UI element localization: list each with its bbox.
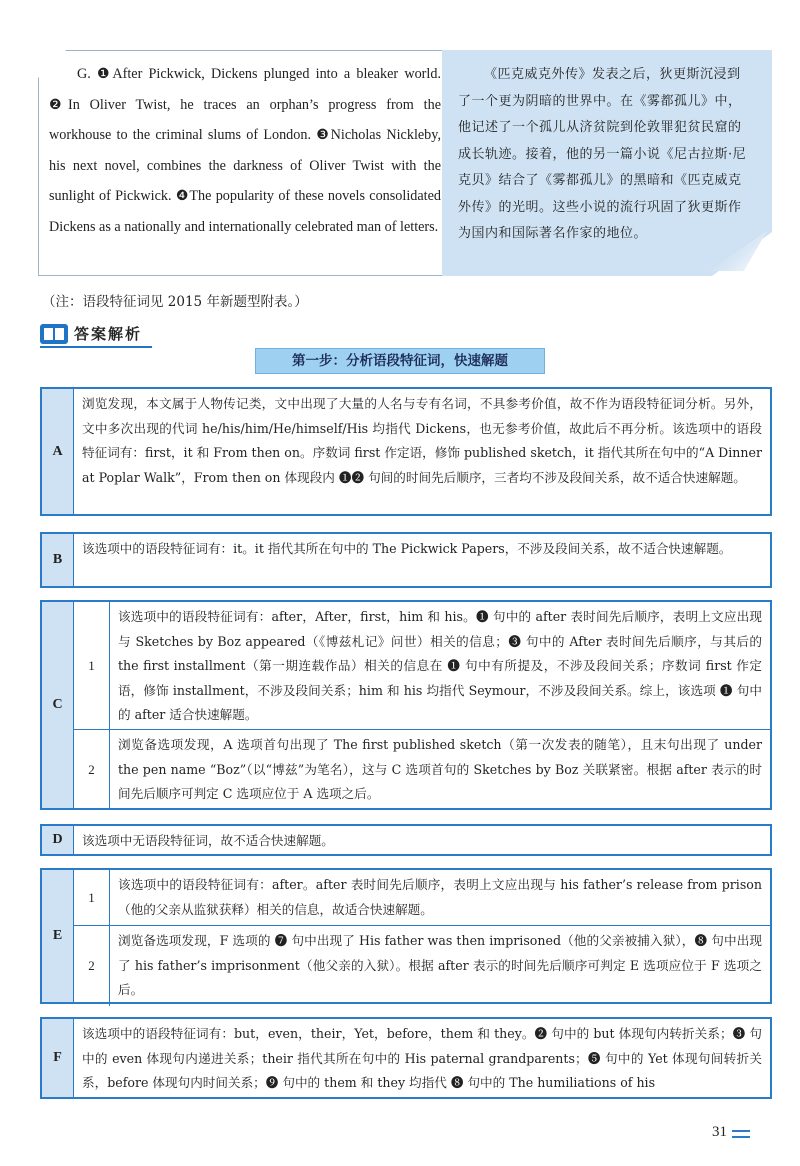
option-text: 该选项中无语段特征词，故不适合快速解题。 — [82, 833, 334, 848]
row-text: 浏览备选项发现，F 选项的 ❼ 句中出现了 His father was then imprisoned（他的父亲被捕入狱），❽ 句中出现了 his father’s imprisonment（他父亲的入狱）。根据 after 表示的时间先后顺序可判定 E 选项应位于 F 选项之后。 — [118, 933, 762, 997]
section-rule — [40, 346, 152, 348]
option-row — [74, 926, 770, 1006]
section-title: 答案解析 — [74, 325, 143, 343]
page-mark-icon — [732, 1130, 750, 1138]
row-text: 该选项中的语段特征词有：after，After，first，him 和 his。❶ 句中的 after 表时间先后顺序，表明上文应出现与 Sketches by Boz appeared（《博兹札记》问世）相关的信息；❸ 句中的 After 表时间先后顺序，与其后的 the first installment（第一期连载作品）相关的信息在 ❶ 句中有所提及，不涉及段间关系；序数词 first 作定语，修饰 installment，不涉及段间关系；him 和 his 均指代 Seymour，不涉及段间关系。综上，该选项 ❶ 句中的 after 适合快速解题。 — [118, 609, 762, 722]
option-text: 该选项中的语段特征词有：it。it 指代其所在句中的 The Pickwick Papers，不涉及段间关系，故不适合快速解题。 — [82, 541, 732, 556]
option-letter: A — [42, 389, 74, 514]
step-banner: 第一步：分析语段特征词，快速解题 — [255, 348, 545, 374]
option-d-block — [40, 824, 772, 856]
option-letter: F — [42, 1019, 74, 1097]
option-b-block — [40, 532, 772, 588]
page-number: 31 — [712, 1124, 727, 1140]
option-text: 该选项中的语段特征词有：but，even，their，Yet，before，them 和 they。❷ 句中的 but 体现句内转折关系；❸ 句中的 even 体现句内递进关系；their 指代其所在句中的 His paternal grandparents；❺ 句中的 Yet 体现句间转折关系，before 体现句内时间关系；❾ 句中的 them 和 they 均指代 ❽ 句中的 The humiliations of his — [82, 1026, 762, 1090]
note-text: （注：语段特征词见 2015 年新题型附表。） — [42, 294, 308, 310]
row-text: 浏览备选项发现，A 选项首句出现了 The first published sketch（第一次发表的随笔），且末句出现了 under the pen name “Boz”（以“博兹”为笔名），这与 C 选项首句的 Sketches by Boz 关联紧密。根据 after 表示的时间先后顺序可判定 C 选项应位于 A 选项之后。 — [118, 737, 762, 801]
book-icon — [40, 324, 68, 344]
option-f-block — [40, 1017, 772, 1099]
fold-corner — [38, 50, 66, 78]
row-text: 该选项中的语段特征词有：after。after 表时间先后顺序，表明上文应出现与 his father’s release from prison（他的父亲从监狱获释）相关的信息，故适合快速解题。 — [118, 877, 762, 917]
option-letter: C — [42, 602, 74, 808]
option-row — [74, 870, 770, 926]
option-text: 浏览发现，本文属于人物传记类，文中出现了大量的人名与专有名词，不具参考价值，故不作为语段特征词分析。另外，文中多次出现的代词 he/his/him/He/himself/His 均指代 Dickens，也无参考价值，故此后不再分析。该选项中的语段特征词有：first，it 和 From then on。序数词 first 作定语，修饰 published sketch，it 指代其所在句中的“A Dinner at Poplar Walk”，From then on 体现段内 ❶❷ 句间的时间先后顺序，三者均不涉及段间关系，故不适合快速解题。 — [82, 396, 762, 485]
option-row — [74, 602, 770, 730]
section-header — [40, 323, 142, 344]
option-c-block — [40, 600, 772, 810]
option-row — [74, 730, 770, 810]
option-letter: D — [42, 826, 74, 854]
passage-box — [38, 50, 772, 276]
option-rows — [74, 870, 770, 1002]
passage-english: G. ❶After Pickwick, Dickens plunged into a bleaker world. ❷In Oliver Twist, he traces an orphan’s progress from the workhouse to the criminal slums of London. ❸Nicholas Nickleby, his next novel, combines the darkness of Oliver Twist with the sunlight of Pickwick. ❹The popularity of these novels consolidated Dickens as a nationally and internationally celebrated man of letters. — [49, 66, 441, 235]
option-letter: B — [42, 534, 74, 586]
passage-chinese: 《匹克威克外传》发表之后，狄更斯沉浸到了一个更为阴暗的世界中。在《雾都孤儿》中，他记述了一个孤儿从济贫院到伦敦罪犯贫民窟的成长轨迹。接着，他的另一篇小说《尼古拉斯·尼克贝》结合了《雾都孤儿》的黑暗和《匹克威克外传》的光明。这些小说的流行巩固了狄更斯作为国内和国际著名作家的地位。 — [442, 50, 772, 276]
option-e-block — [40, 868, 772, 1004]
option-a-block — [40, 387, 772, 516]
row-number: 1 — [74, 602, 110, 729]
row-number: 2 — [74, 730, 110, 810]
row-number: 1 — [74, 870, 110, 925]
row-number: 2 — [74, 926, 110, 1006]
option-rows — [74, 602, 770, 808]
option-letter: E — [42, 870, 74, 1002]
